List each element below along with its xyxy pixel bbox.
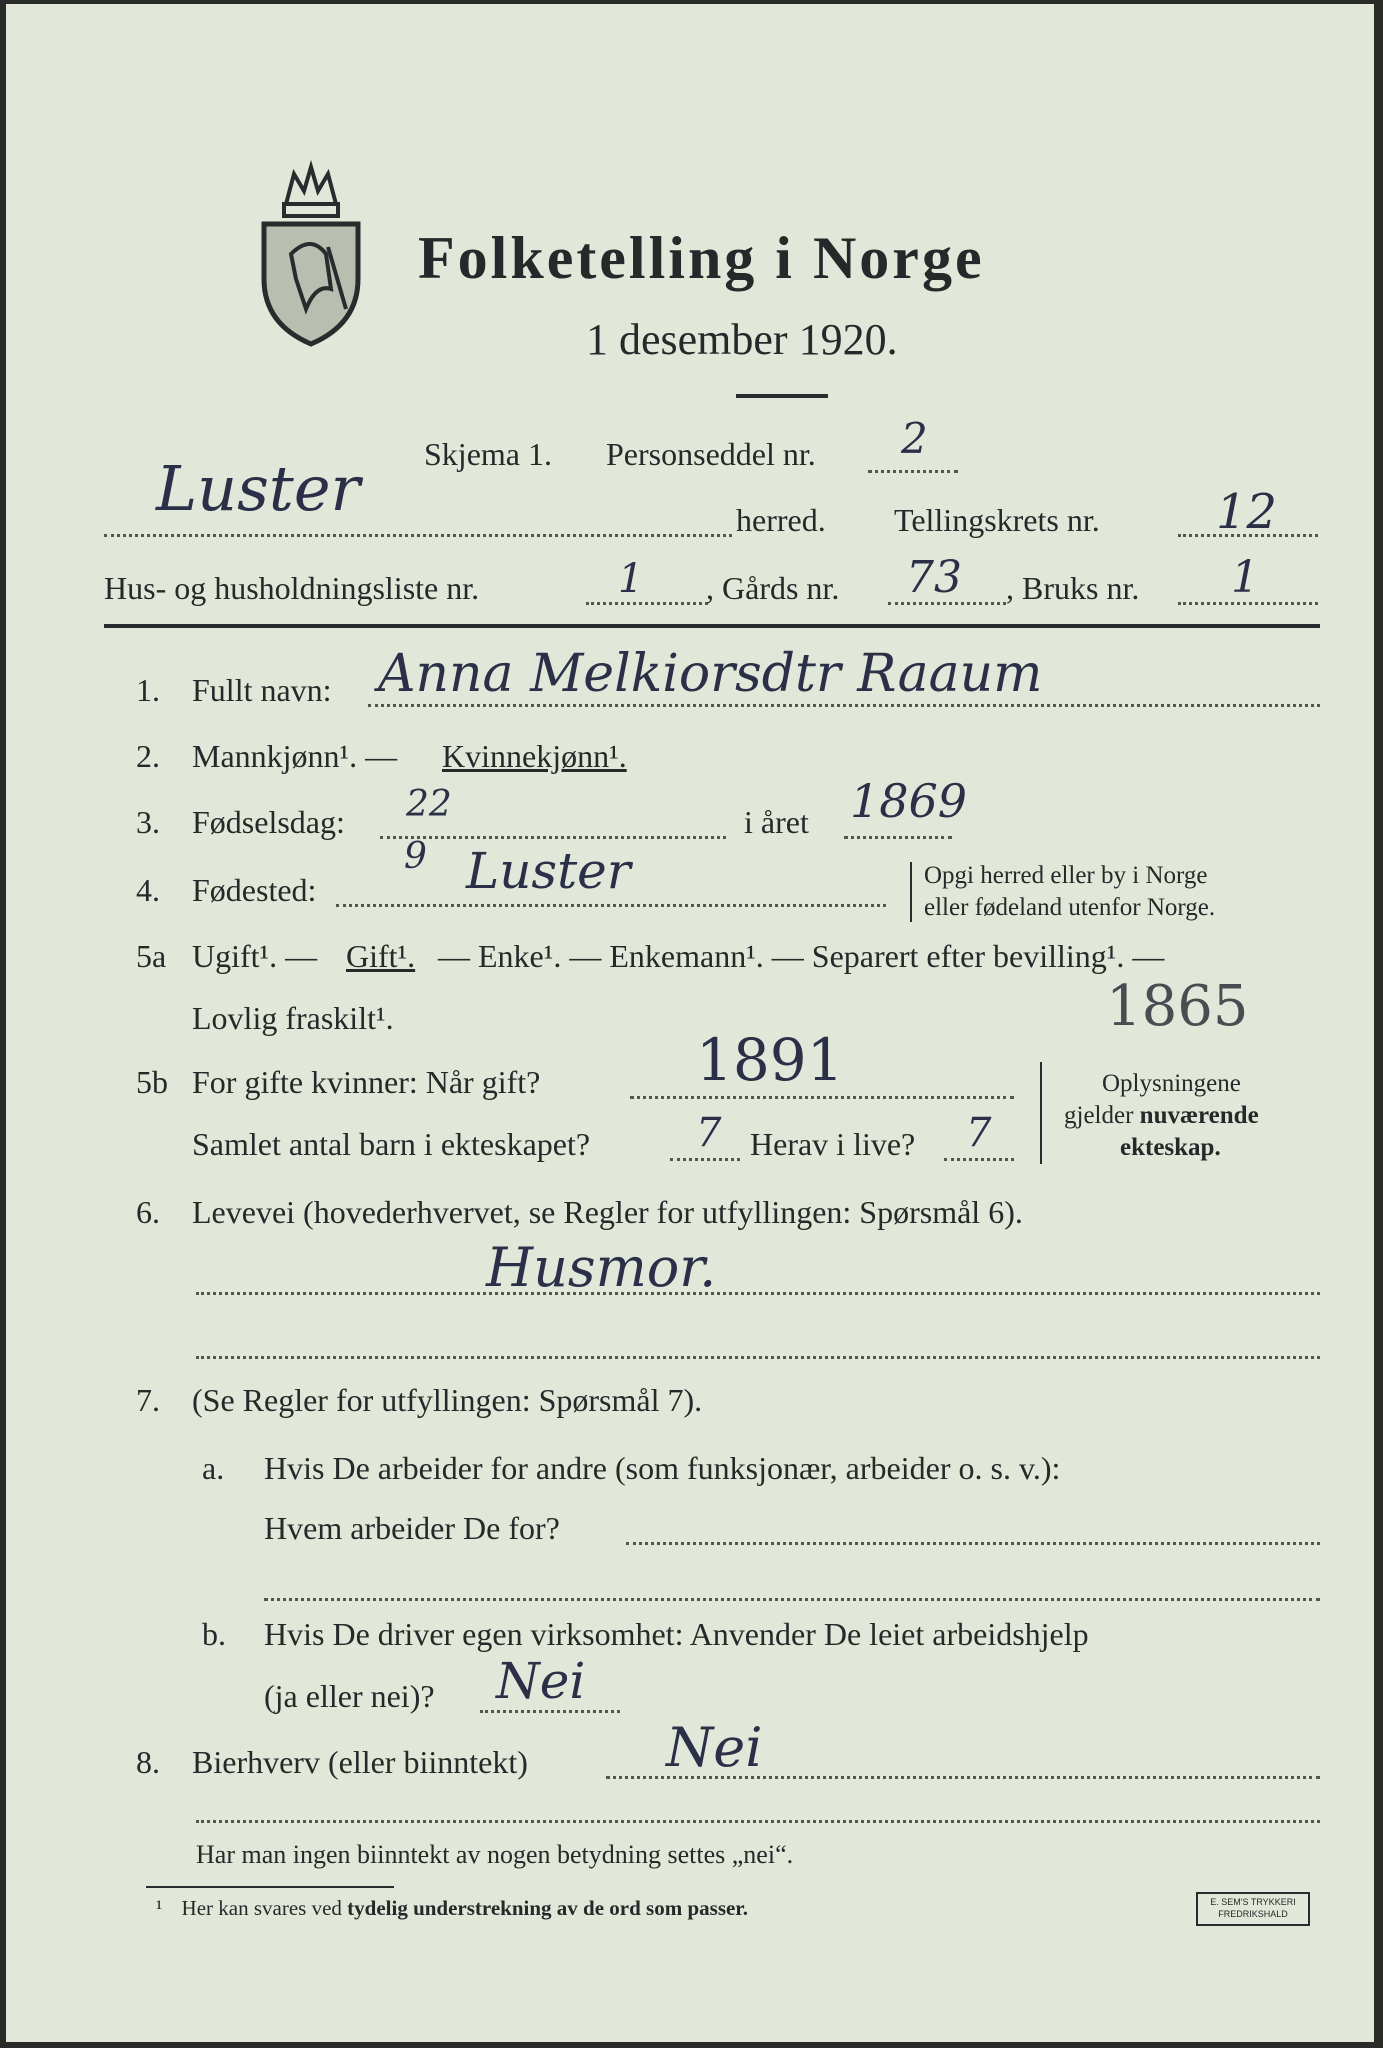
herred-label: herred. — [736, 502, 826, 538]
q6-value: Husmor. — [486, 1236, 717, 1299]
q8-dots-2 — [196, 1820, 1320, 1823]
printer-stamp-line1: E. SEM'S TRYKKERI — [1210, 1897, 1296, 1907]
q5b-note-nuvaerende: nuværende — [1139, 1102, 1259, 1129]
printer-stamp — [1196, 1892, 1310, 1926]
q3-label: Fødselsdag: — [192, 804, 345, 840]
q5b-note-line2 — [1064, 1100, 1259, 1132]
q5a-ugift: Ugift¹. — — [192, 938, 318, 974]
hus-value: 1 — [618, 556, 644, 602]
q6-label: Levevei (hovederhvervet, se Regler for utfyllingen: Spørsmål 6). — [192, 1194, 1023, 1230]
q5a-others: — Enke¹. — Enkemann¹. — Separert efter bevilling¹. — — [438, 938, 1165, 974]
q3-day: 22 — [406, 784, 452, 825]
q7b-label2: (ja eller nei)? — [264, 1678, 435, 1714]
q3-year-label: i året — [744, 804, 809, 840]
personseddel-label: Personseddel nr. — [606, 436, 816, 472]
q2-number: 2. — [136, 738, 160, 774]
census-form — [6, 4, 1374, 2042]
q5b-note-line3: ekteskap. — [1120, 1134, 1221, 1161]
q6-dots-2 — [196, 1356, 1320, 1359]
hus-label: Hus- og husholdningsliste nr. — [104, 570, 480, 606]
q5a-margin-year: 1865 — [1106, 974, 1249, 1039]
footnote-text: Her kan svares ved — [181, 1896, 342, 1920]
q5b-note-gjelder: gjelder — [1064, 1102, 1134, 1129]
form-date: 1 desember 1920. — [586, 315, 898, 364]
q5b-ilive-dots — [944, 1158, 1014, 1161]
q3-month: 9 — [404, 836, 427, 877]
q2-mann: Mannkjønn¹. — — [192, 738, 398, 774]
q5b-barn-dots — [670, 1158, 740, 1161]
footnote-rule — [146, 1886, 394, 1888]
q1-dots — [368, 704, 1320, 707]
q5a-number: 5a — [136, 938, 167, 974]
q4-number: 4. — [136, 872, 160, 908]
footnote-mark: ¹ — [156, 1896, 163, 1920]
tellingskrets-label: Tellingskrets nr. — [894, 502, 1100, 538]
q6-number: 6. — [136, 1194, 160, 1230]
q4-value: Luster — [466, 842, 631, 900]
q8-value: Nei — [666, 1716, 763, 1779]
personseddel-dots — [868, 470, 958, 473]
tellingskrets-value: 12 — [1216, 484, 1278, 540]
q5b-label-ilive: Herav i live? — [750, 1126, 916, 1162]
q5a-fraskilt: Lovlig fraskilt¹. — [192, 1000, 394, 1036]
q4-dots — [336, 904, 886, 907]
q7a-label2: Hvem arbeider De for? — [264, 1510, 560, 1546]
q5b-note-line1: Oplysningene — [1102, 1070, 1241, 1097]
q4-label: Fødested: — [192, 872, 317, 908]
q7b-label1: Hvis De driver egen virksomhet: Anvender De leiet arbeidshjelp — [264, 1616, 1089, 1652]
skjema-label: Skjema 1. — [424, 436, 552, 472]
q1-number: 1. — [136, 672, 160, 708]
q3-year: 1869 — [850, 774, 968, 828]
q3-number: 3. — [136, 804, 160, 840]
printer-stamp-line2: FREDRIKSHALD — [1218, 1909, 1288, 1919]
gards-label: , Gårds nr. — [706, 570, 840, 606]
q1-value: Anna Melkiorsdtr Raaum — [378, 644, 1043, 704]
footnote-bold-text: tydelig understrekning av de ord som passer. — [347, 1896, 748, 1920]
q2-kvinne: Kvinnekjønn¹. — [442, 738, 627, 774]
q7a-number: a. — [202, 1450, 225, 1486]
footnote — [156, 1896, 748, 1921]
q5a-gift: Gift¹. — [346, 938, 416, 974]
form-title: Folketelling i Norge — [418, 225, 985, 291]
q1-label: Fullt navn: — [192, 672, 332, 708]
q5b-ilive-value: 7 — [966, 1110, 992, 1156]
q5b-gift-value: 1891 — [696, 1026, 844, 1094]
bruks-value: 1 — [1231, 552, 1259, 603]
q4-note-brace — [910, 862, 912, 922]
q5b-note-brace — [1040, 1062, 1042, 1164]
q4-note-line1: Opgi herred eller by i Norge — [924, 862, 1208, 889]
q7-label: (Se Regler for utfyllingen: Spørsmål 7). — [192, 1382, 703, 1418]
q5b-barn-value: 7 — [696, 1110, 722, 1156]
q3-dots — [380, 836, 726, 839]
q8-label: Bierhverv (eller biinntekt) — [192, 1744, 528, 1780]
gards-value: 73 — [906, 552, 962, 603]
q3-year-dots — [844, 836, 952, 839]
q7-number: 7. — [136, 1382, 160, 1418]
q5b-number: 5b — [136, 1064, 168, 1100]
q7b-dots — [480, 1710, 620, 1713]
q5b-label-gift: For gifte kvinner: Når gift? — [192, 1064, 541, 1100]
title-divider — [736, 394, 828, 398]
bruks-label: , Bruks nr. — [1006, 570, 1140, 606]
q7a-dots — [626, 1542, 1320, 1545]
footer-note: Har man ingen biinntekt av nogen betydning settes „nei“. — [196, 1840, 794, 1869]
q5b-gift-dots — [630, 1096, 1014, 1099]
q7a-label1: Hvis De arbeider for andre (som funksjonær, arbeider o. s. v.): — [264, 1450, 1061, 1486]
herred-dots — [104, 534, 732, 537]
herred-value: Luster — [156, 452, 361, 525]
q8-number: 8. — [136, 1744, 160, 1780]
q7b-number: b. — [202, 1616, 226, 1652]
coat-of-arms-icon — [256, 159, 366, 349]
hus-dots — [586, 602, 708, 605]
q5b-label-barn: Samlet antal barn i ekteskapet? — [192, 1126, 591, 1162]
q4-note-line2: eller fødeland utenfor Norge. — [924, 894, 1216, 921]
q7a-dots-2 — [264, 1598, 1320, 1601]
header-rule — [104, 624, 1320, 628]
personseddel-value: 2 — [901, 414, 928, 463]
q7b-value: Nei — [496, 1652, 586, 1710]
q6-dots-1 — [196, 1292, 1320, 1295]
